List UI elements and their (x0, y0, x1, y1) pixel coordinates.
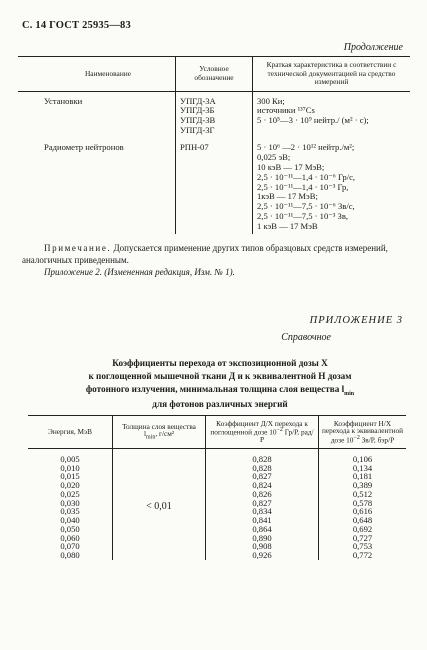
designation: РПН-07 (180, 142, 209, 153)
coef-h-cell: 0,648 (319, 516, 407, 525)
coef-d-cell: 0,926 (206, 551, 319, 560)
coef-d-cell: 0,827 (206, 472, 319, 481)
header-designation: Условное обозначение (176, 57, 253, 92)
header-energy: Энергия, МэВ (28, 416, 113, 449)
characteristic-line: 2,5 · 10⁻¹¹—1,4 · 10⁻³ Гр, (257, 181, 349, 192)
header-coef-d (206, 416, 319, 449)
designation: УПГД-3А (180, 95, 216, 106)
designation: УПГД-3В (180, 115, 216, 126)
coef-h-cell: 0,772 (319, 551, 407, 560)
header-coef-h (319, 416, 407, 449)
characteristic-line: 2,5 · 10⁻¹¹—7,5 · 10⁻³ Зв, (257, 211, 349, 222)
characteristic-line: 1 кэВ — 17 МэВ (257, 221, 318, 232)
coef-h-cell: 0,181 (319, 472, 407, 481)
coef-d-cell: 0,826 (206, 490, 319, 499)
coef-h-cell: 0,727 (319, 534, 407, 543)
header-coef-d-unit: Гр/Р, рад/Р (259, 427, 314, 445)
characteristic-line: источники ¹³⁷Cs (257, 105, 315, 116)
header-coef-d-text: Коэффициент Д/Х перехода к поглощенной дозе 10 (210, 419, 308, 437)
table-row (28, 448, 406, 463)
energy-cell: 0,035 (60, 506, 80, 517)
coefficients-table-body (28, 448, 406, 560)
energy-cell: 0,020 (60, 480, 80, 491)
characteristic-line: 2,5 · 10⁻¹¹—7,5 · 10⁻⁶ Зв/с, (257, 201, 355, 212)
coef-h-cell: 0,389 (319, 481, 407, 490)
instruments-table-body (18, 91, 410, 234)
energy-cell: 0,030 (60, 497, 80, 508)
instrument-characteristics (253, 138, 411, 234)
appendix-2-revision: Приложение 2. (Измененная редакция, Изм. № 1). (44, 267, 235, 278)
characteristic-line: 5 · 10⁵—3 · 10⁹ нейтр./ (м² · с); (257, 115, 369, 126)
energy-cell: 0,010 (60, 462, 80, 473)
characteristic-line: 300 Ки; (257, 95, 285, 106)
header-coef-d-exp: −2 (276, 427, 283, 434)
table-row (28, 481, 406, 490)
title-line-text: фотонного излучения, минимальная толщина слоя вещества l (85, 383, 345, 394)
instruments-table (18, 56, 410, 234)
designation: УПГД-3Г (180, 125, 215, 136)
header-thickness-sub: min (145, 434, 156, 441)
coef-h-cell: 0,106 (319, 448, 407, 463)
table-row (28, 490, 406, 499)
instrument-characteristics (253, 91, 411, 138)
coef-d-cell: 0,834 (206, 507, 319, 516)
instruments-table-header (18, 57, 410, 92)
coef-d-cell: 0,908 (206, 542, 319, 551)
table-row (28, 499, 406, 508)
coef-h-cell: 0,512 (319, 490, 407, 499)
table-row (28, 542, 406, 551)
coef-h-cell: 0,134 (319, 464, 407, 473)
title-line: Коэффициенты перехода от экспозиционной дозы X (112, 358, 328, 368)
title-line: для фотонов различных энергий (152, 398, 288, 409)
coefficients-table (28, 415, 406, 560)
coef-h-cell: 0,616 (319, 507, 407, 516)
table-row (28, 507, 406, 516)
coef-d-cell: 0,824 (206, 481, 319, 490)
characteristic-line: 1кэВ — 17 МэВ; (257, 191, 318, 202)
appendix-title (40, 357, 400, 411)
energy-cell: 0,070 (60, 541, 80, 552)
appendix-reference: Справочное (281, 332, 331, 343)
header-coef-h-exp: −2 (353, 434, 360, 441)
coef-d-cell: 0,827 (206, 499, 319, 508)
header-thickness-text: Толщина слоя вещества l (122, 421, 196, 439)
characteristic-line: 10 кэВ — 17 МэВ; (257, 161, 325, 172)
coef-h-cell: 0,578 (319, 499, 407, 508)
characteristic-line: 0,025 эВ; (257, 151, 291, 162)
title-subscript: min (344, 390, 355, 397)
coef-d-cell: 0,841 (206, 516, 319, 525)
note-block (22, 242, 410, 278)
table-row (28, 525, 406, 534)
continuation-label: Продолжение (343, 42, 403, 53)
instrument-row (18, 91, 410, 138)
table-row (28, 464, 406, 473)
appendix-label: ПРИЛОЖЕНИЕ 3 (309, 315, 403, 326)
instrument-designations (176, 91, 253, 138)
thickness-cell: < 0,01 (113, 448, 206, 560)
energy-cell: 0,040 (60, 515, 80, 526)
header-thickness (113, 416, 206, 449)
header-name: Наименование (18, 57, 176, 92)
coef-d-cell: 0,864 (206, 525, 319, 534)
coefficients-table-header (28, 416, 406, 449)
coef-d-cell: 0,828 (206, 464, 319, 473)
title-line (40, 383, 400, 398)
instrument-name: Установки (44, 95, 83, 106)
header-characteristic: Краткая характеристика в соответствии с технической документацией на средство измерений (253, 57, 411, 92)
coef-d-cell: 0,890 (206, 534, 319, 543)
coef-h-cell: 0,753 (319, 542, 407, 551)
title-line: к поглощенной мышечной ткани Д и к эквивалентной Н дозам (88, 370, 352, 381)
instrument-row (18, 138, 410, 234)
characteristic-line: 5 · 10⁶ —2 · 10¹² нейтр./м²; (257, 142, 355, 153)
coef-h-cell: 0,692 (319, 525, 407, 534)
energy-cell: 0,015 (60, 471, 80, 482)
header-coef-h-text: Коэффициент Н/Х перехода к эквивалентной дозе 10 (322, 419, 403, 445)
instrument-name: Радиометр нейтронов (44, 142, 124, 153)
table-row (28, 472, 406, 481)
page-header: С. 14 ГОСТ 25935—83 (22, 20, 131, 31)
header-coef-h-unit: Зв/Р, бэр/Р (359, 435, 395, 445)
table-row (28, 534, 406, 543)
note-lead: Примечание. (44, 243, 112, 253)
energy-cell: 0,080 (60, 550, 80, 561)
energy-cell: 0,060 (60, 532, 80, 543)
table-row (28, 516, 406, 525)
designation: УПГД-3Б (180, 105, 215, 116)
energy-cell: 0,005 (60, 453, 80, 464)
table-row (28, 551, 406, 560)
note-text: Допускается применение других типов образцовых средств измерений, аналогичных приведенным. (22, 243, 388, 266)
coef-d-cell: 0,828 (206, 448, 319, 463)
header-thickness-unit: , г/см² (155, 429, 175, 439)
instrument-designations (176, 138, 253, 234)
energy-cell: 0,025 (60, 488, 80, 499)
characteristic-line: 2,5 · 10⁻¹¹—1,4 · 10⁻⁶ Гр/с, (257, 171, 356, 182)
energy-cell: 0,050 (60, 523, 80, 534)
